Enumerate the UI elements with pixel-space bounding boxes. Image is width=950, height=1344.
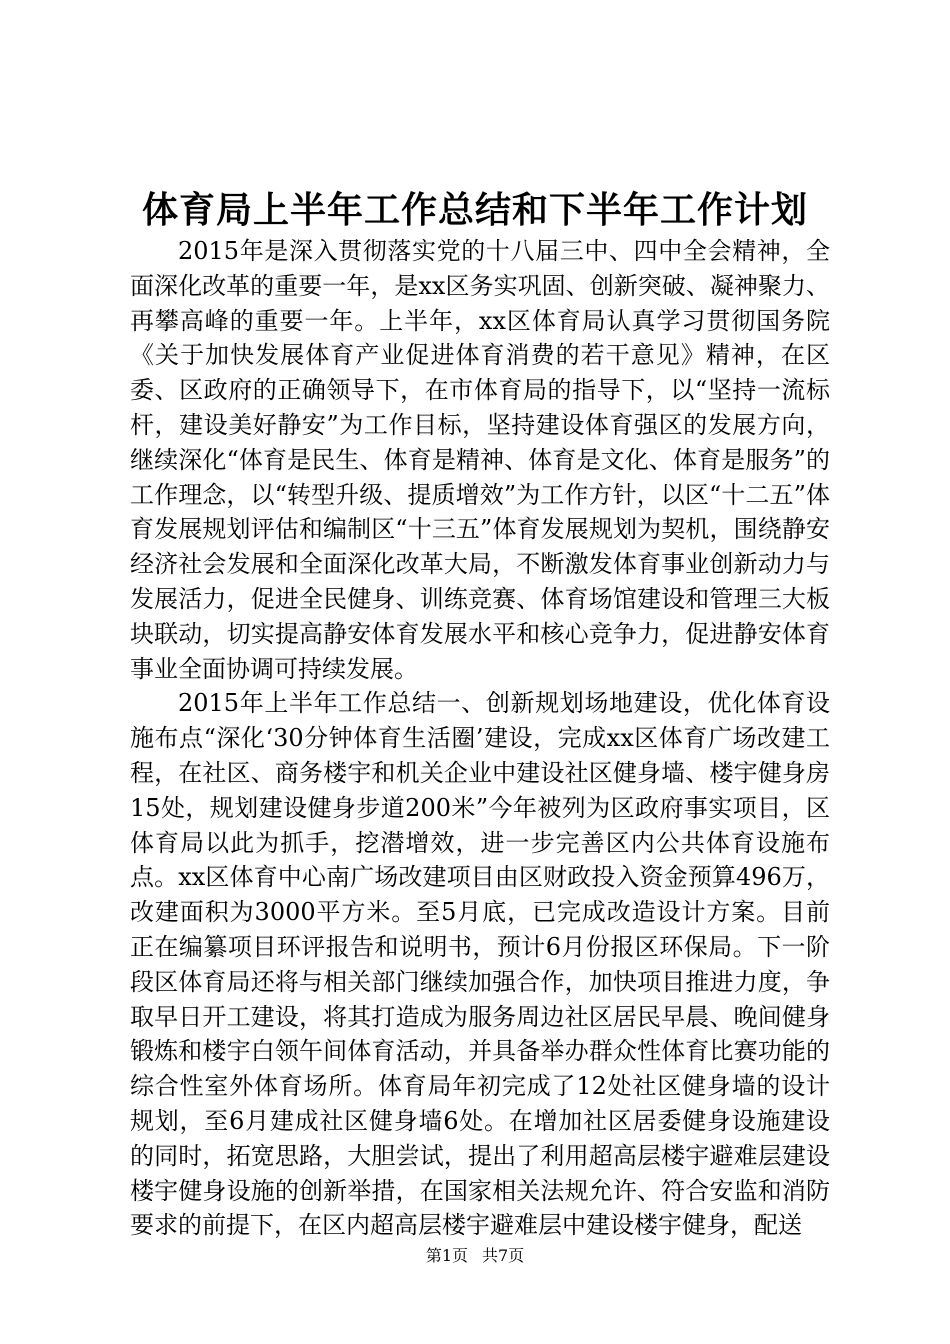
page-number: 第1页 xyxy=(425,1246,468,1265)
paragraph-intro: 2015年是深入贯彻落实党的十八届三中、四中全会精神，全面深化改革的重要一年，是xx区务实巩固、创新突破、凝神聚力、再攀高峰的重要一年。上半年，xx区体育局认真学习贯彻国务院《关于加快发展体育产业促进体育消费的若干意见》精神，在区委、区政府的正确领导下，在市体育局的指导下，以“坚持一流标杆，建设美好静安”为工作目标，坚持建设体育强区的发展方向，继续深化“体育是民生、体育是精神、体育是文化、体育是服务”的工作理念，以“转型升级、提质增效”为工作方针，以区“十二五”体育发展规划评估和编制区“十三五”体育发展规划为契机，围绕静安经济社会发展和全面深化改革大局，不断激发体育事业创新动力与发展活力，促进全民健身、训练竞赛、体育场馆建设和管理三大板块联动，切实提高静安体育发展水平和核心竞争力，促进静安体育事业全面协调可持续发展。 xyxy=(130,237,830,683)
page-footer xyxy=(0,1246,950,1266)
document-body xyxy=(130,234,830,1243)
page-total: 共7页 xyxy=(482,1246,525,1265)
document-title: 体育局上半年工作总结和下半年工作计划 xyxy=(141,189,808,231)
paragraph-summary: 2015年上半年工作总结一、创新规划场地建设，优化体育设施布点“深化‘30分钟体育生活圈’建设，完成xx区体育广场改建工程，在社区、商务楼宇和机关企业中建设社区健身墙、楼宇健身房15处，规划建设健身步道200米”今年被列为区政府事实项目，区体育局以此为抓手，挖潜增效，进一步完善区内公共体育设施布点。xx区体育中心南广场改建项目由区财政投入资金预算496万，改建面积为3000平方米。至5月底，已完成改造设计方案。目前正在编纂项目环评报告和说明书，预计6月份报区环保局。下一阶段区体育局还将与相关部门继续加强合作，加快项目推进力度，争取早日开工建设，将其打造成为服务周边社区居民早晨、晚间健身锻炼和楼宇白领午间体育活动，并具备举办群众性体育比赛功能的综合性室外体育场所。体育局年初完成了12处社区健身墙的设计规划，至6月建成社区健身墙6处。在增加社区居委健身设施建设的同时，拓宽思路，大胆尝试，提出了利用超高层楼宇避难层建设楼宇健身设施的创新举措，在国家相关法规允许、符合安监和消防要求的前提下，在区内超高层楼宇避难层中建设楼宇健身，配送 xyxy=(130,689,830,1240)
